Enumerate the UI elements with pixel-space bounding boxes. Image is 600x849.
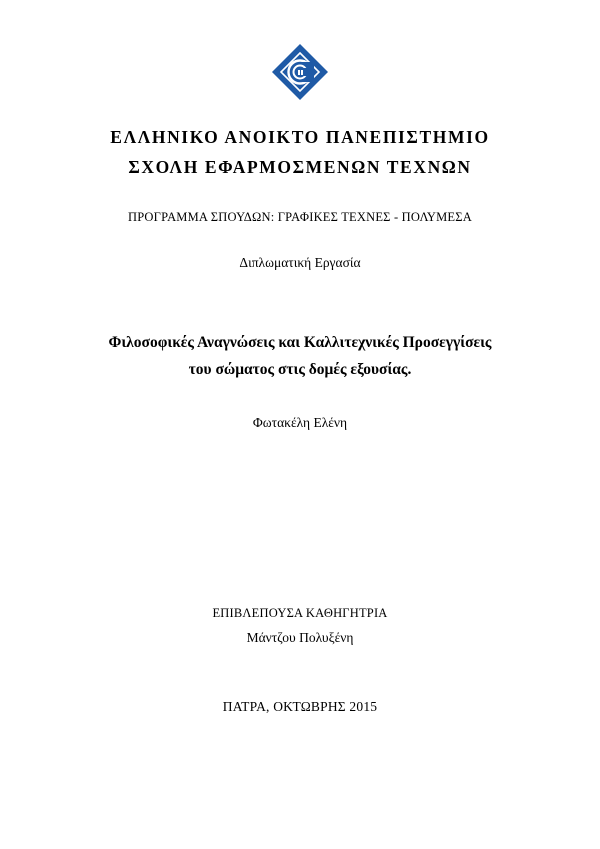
supervisor-label: ΕΠΙΒΛΕΠΟΥΣΑ ΚΑΘΗΓΗΤΡΙΑ — [212, 606, 388, 620]
author-name: Φωτακέλη Ελένη — [252, 415, 348, 430]
place-date: ΠΑΤΡΑ, ΟΚΤΩΒΡΗΣ 2015 — [222, 699, 378, 714]
supervisor-name: Μάντζου Πολυξένη — [246, 630, 354, 645]
thesis-type: Διπλωματική Εργασία — [239, 255, 361, 270]
thesis-title-line-1: Φιλοσοφικές Αναγνώσεις και Καλλιτεχνικές Προσεγγίσεις — [108, 334, 492, 351]
study-program: ΠΡΟΓΡΑΜΜΑ ΣΠΟΥΔΩΝ: ΓΡΑΦΙΚΕΣ ΤΕΧΝΕΣ - ΠΟΛΥΜΕΣΑ — [128, 210, 472, 224]
school-name: ΣΧΟΛΗ ΕΦΑΡΜΟΣΜΕΝΩΝ ΤΕΧΝΩΝ — [128, 157, 472, 177]
university-logo-icon — [271, 43, 329, 101]
university-name: ΕΛΛΗΝΙΚΟ ΑΝΟΙΚΤΟ ΠΑΝΕΠΙΣΤΗΜΙΟ — [110, 127, 490, 147]
thesis-title-line-2: του σώματος στις δομές εξουσίας. — [188, 361, 412, 378]
